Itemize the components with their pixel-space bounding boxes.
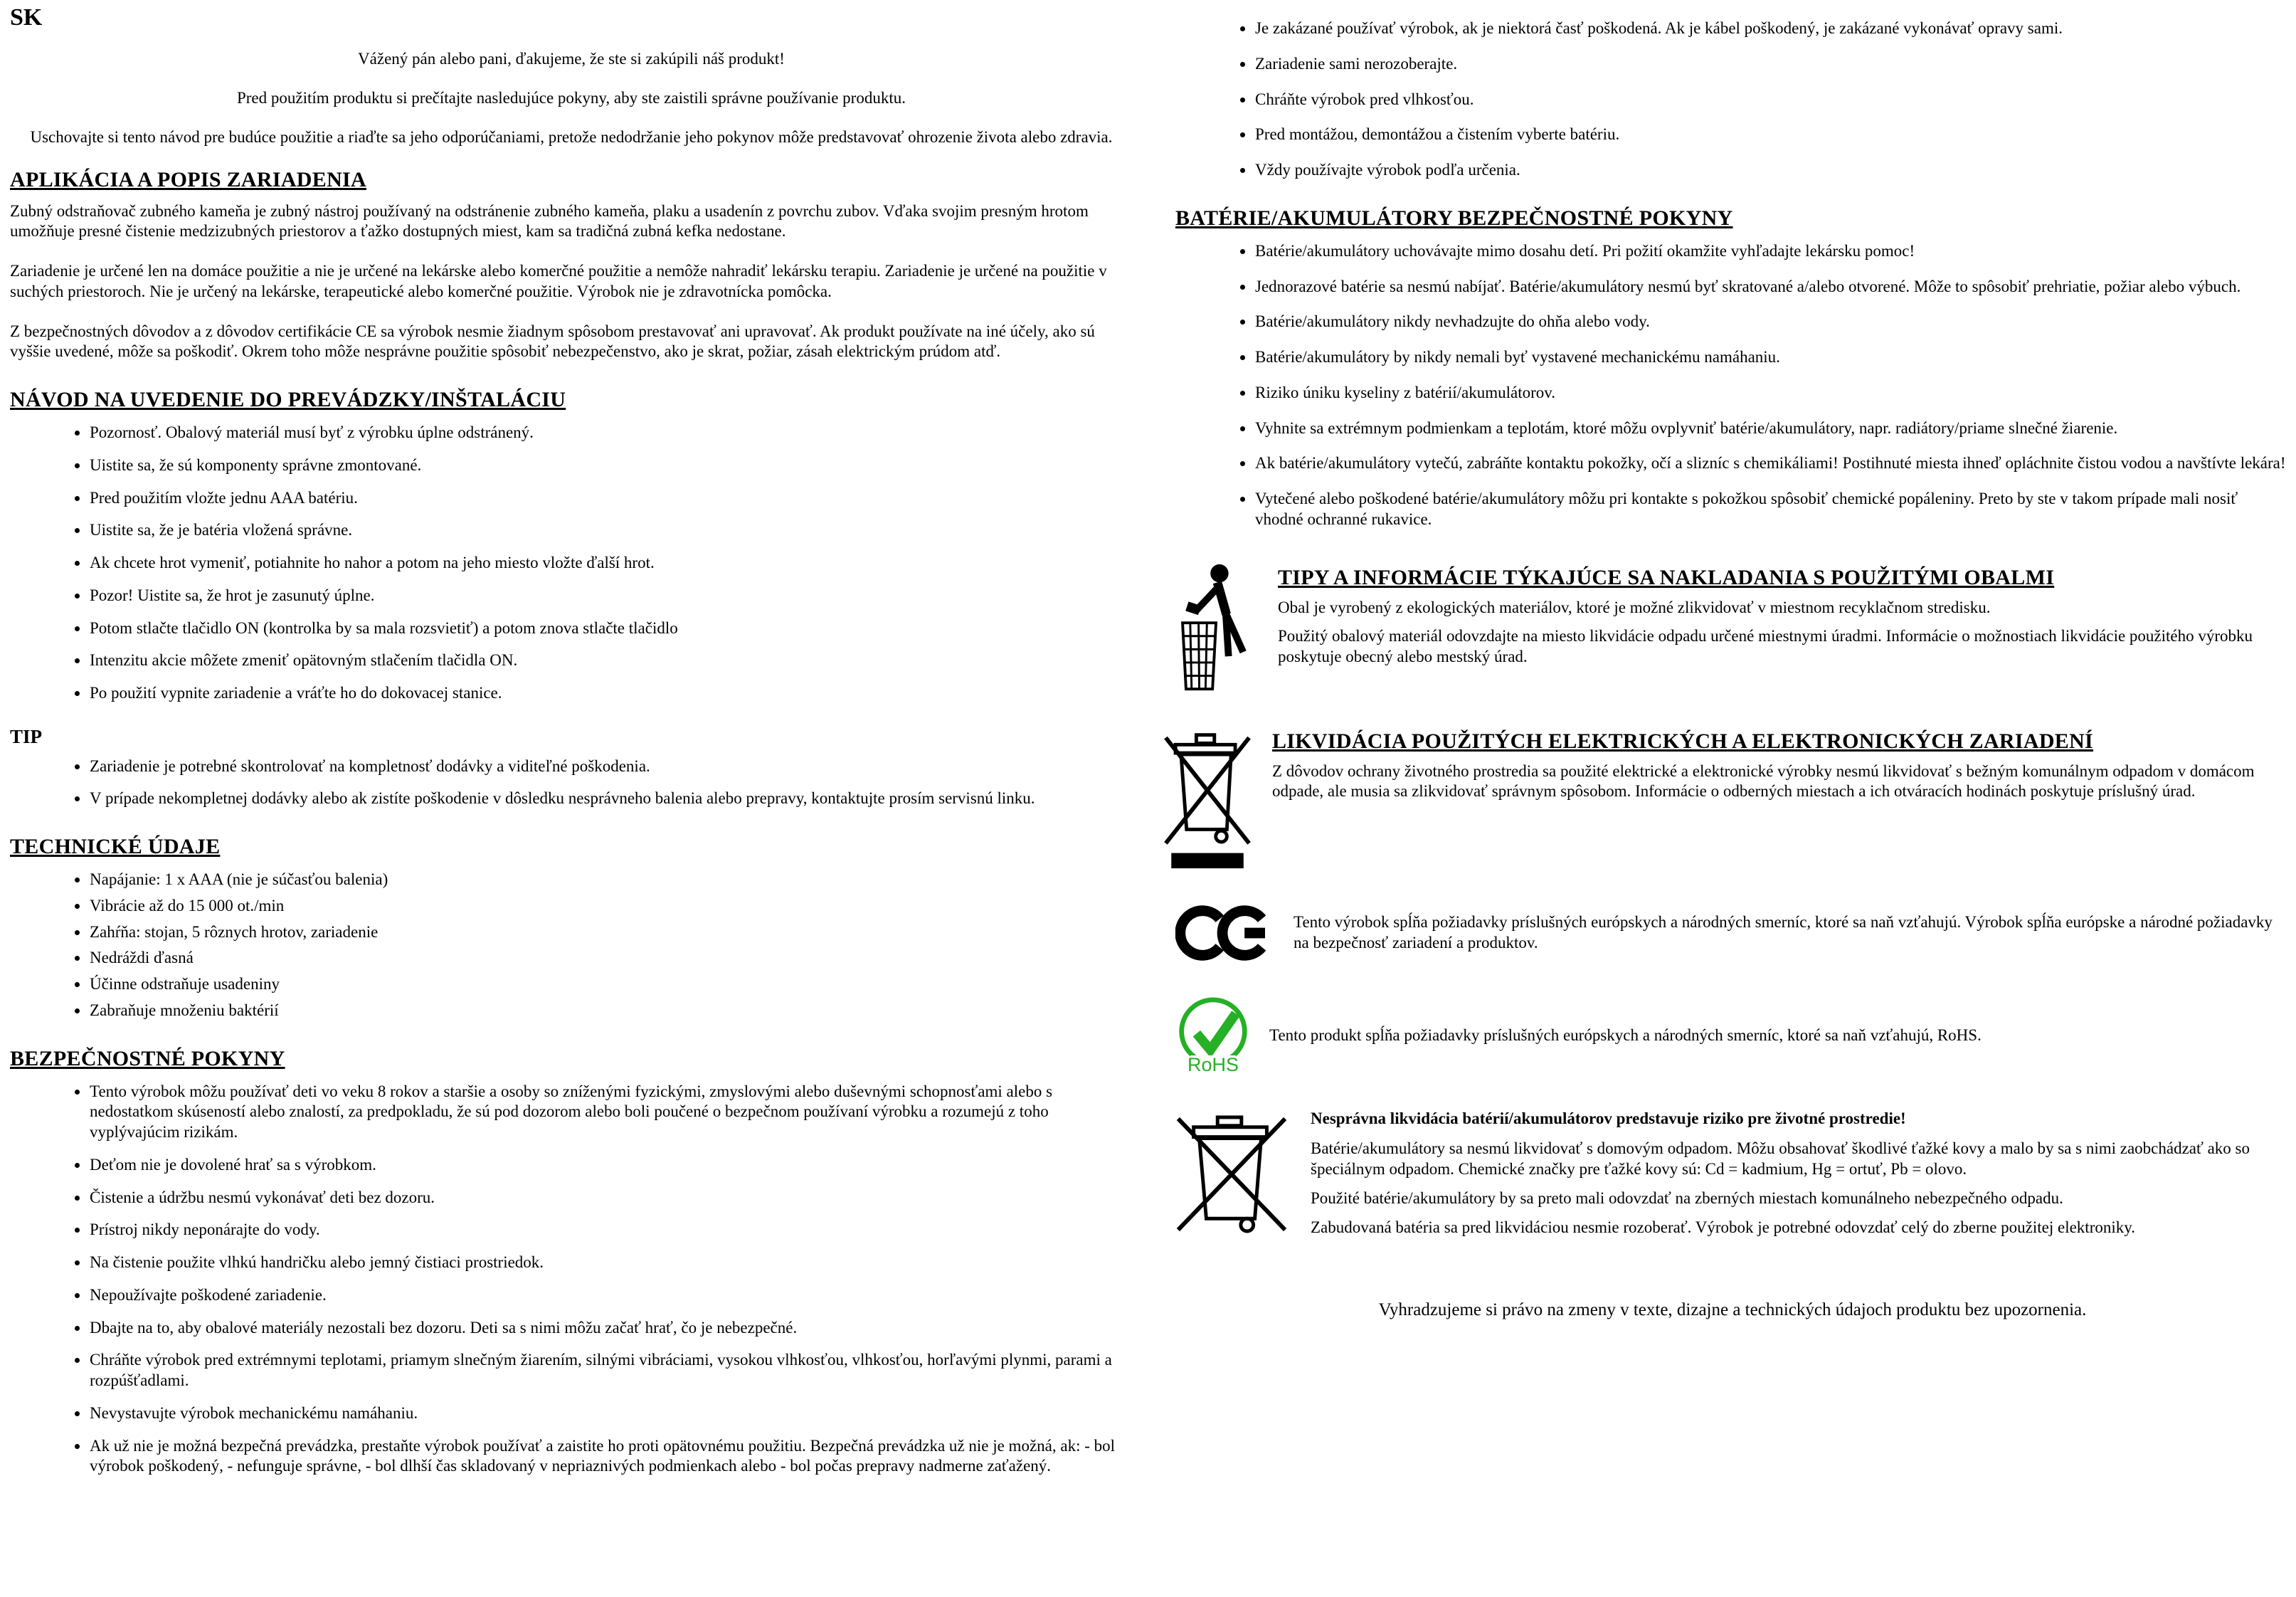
paragraph: Použitý obalový materiál odovzdajte na miesto likvidácie odpadu určené miestnymi úradmi. Informácie o možnostiach likvidácie použitého výrobku poskytuje obecný alebo mestský úrad.	[1278, 627, 2253, 665]
rohs-block	[1175, 995, 2290, 1077]
bullet-item: • Jednorazové batérie sa nesmú nabíjať. Batérie/akumulátory nesmú byť skratované a/alebo otvorené. Môže to spôsobiť prehriatie, požiar alebo výbuch.	[1255, 275, 2290, 297]
bullet-item: • Napájanie: 1 x AAA (nie je súčasťou balenia)	[90, 868, 1133, 890]
battery-safety-bullet-list	[1175, 240, 2290, 530]
intro-line-1: Vážený pán alebo pani, ďakujeme, že ste si zakúpili náš produkt!	[358, 50, 785, 68]
section-title-battery-safety: BATÉRIE/AKUMULÁTORY BEZPEČNOSTNÉ POKYNY	[1175, 206, 1733, 230]
section-title-weee: LIKVIDÁCIA POUŽITÝCH ELEKTRICKÝCH A ELEKTRONICKÝCH ZARIADENÍ	[1272, 729, 2094, 753]
bullet-item: • Vytečené alebo poškodené batérie/akumulátory môžu pri kontakte s pokožkou spôsobiť chemické popáleniny. Preto by ste v takom prípade mali nosiť vhodné ochranné rukavice.	[1255, 487, 2290, 530]
paragraph: Zariadenie je určené len na domáce použitie a nie je určené na lekárske alebo komerčné použitie a nemôže nahradiť lekársku terapiu. Zariadenie je určené na použitie v suchých priestoroch. Nie je určený na lekárske, terapeutické alebo komerčné použitie. Výrobok nie je zdravotnícka pomôcka.	[10, 262, 1107, 300]
footer-note: Vyhradzujeme si právo na zmeny v texte, dizajne a technických údajoch produktu bez upozornenia.	[1378, 1300, 2087, 1320]
bullet-item: • Chráňte výrobok pred extrémnymi teplotami, priamym slnečným žiarením, silnými vibráciami, vysokou vlhkosťou, vlhkosťou, horľavými plynmi, parami a rozpúšťadlami.	[90, 1349, 1133, 1391]
bullet-item: • Nepoužívajte poškodené zariadenie.	[90, 1284, 1133, 1306]
bullet-item: • Vibrácie až do 15 000 ot./min	[90, 895, 1133, 917]
intro-line-2: Pred použitím produktu si prečítajte nasledujúce pokyny, aby ste zaistili správne používanie produktu.	[236, 89, 906, 107]
application-paragraphs	[10, 201, 1133, 363]
bullet-item: • Pred montážou, demontážou a čistením vyberte batériu.	[1255, 123, 2290, 145]
section-title-setup: NÁVOD NA UVEDENIE DO PREVÁDZKY/INŠTALÁCIU	[10, 388, 566, 412]
bullet-item: • Zahŕňa: stojan, 5 rôznych hrotov, zariadenie	[90, 921, 1133, 943]
battery-crossed-bin-icon	[1173, 1109, 1292, 1235]
tip-bullet-list	[10, 755, 1133, 810]
ce-mark-icon	[1175, 902, 1275, 964]
bullet-item: • Pred použitím vložte jednu AAA batériu.	[90, 487, 1133, 509]
ce-text: Tento výrobok spĺňa požiadavky príslušných európskych a národných smerníc, ktoré sa naň vzťahujú. Výrobok spĺňa európske a národné požiadavky na bezpečnosť zariadení a produktov.	[1294, 912, 2273, 952]
bullet-item: • Tento výrobok môžu používať deti vo veku 8 rokov a staršie a osoby so zníženými fyzickými, zmyslovými alebo duševnými schopnosťami alebo s nedostatkom skúseností alebo znalostí, za predpokladu, že sú pod dozorom alebo boli poučené o bezpečnom používaní výrobku a rozumejú z toho vyplývajúcim rizikám.	[90, 1080, 1133, 1143]
bullet-item: • Zariadenie sami nerozoberajte.	[1255, 53, 2290, 75]
rohs-label: RoHS	[1187, 1053, 1239, 1075]
language-code: SK	[10, 4, 43, 31]
bullet-item: • Vždy používajte výrobok podľa určenia.	[1255, 159, 2290, 181]
bullet-item: • Deťom nie je dovolené hrať sa s výrobkom.	[90, 1154, 1133, 1176]
bullet-item: • Intenzitu akcie môžete zmeniť opätovným stlačením tlačidla ON.	[90, 649, 1133, 671]
bullet-item: • Je zakázané používať výrobok, ak je niektorá časť poškodená. Ak je kábel poškodený, je zakázané vykonávať opravy sami.	[1255, 17, 2290, 39]
intro-line-3: Uschovajte si tento návod pre budúce použitie a riaďte sa jeho odporúčaniami, pretože nedodržanie jeho pokynov môže predstavovať ohrozenie života alebo zdravia.	[30, 127, 1113, 146]
bullet-item: • Uistite sa, že je batéria vložená správne.	[90, 519, 1133, 541]
section-title-tech: TECHNICKÉ ÚDAJE	[10, 835, 221, 859]
bullet-item: • Prístroj nikdy neponárajte do vody.	[90, 1218, 1133, 1240]
battery-disposal-heading: Nesprávna likvidácia batérií/akumulátorov predstavuje riziko pre životné prostredie!	[1311, 1109, 1906, 1127]
bullet-item: • V prípade nekompletnej dodávky alebo ak zistíte poškodenie v dôsledku nesprávneho balenia alebo prepravy, kontaktujte prosím servisnú linku.	[90, 787, 1133, 809]
bullet-item: • Batérie/akumulátory uchovávajte mimo dosahu detí. Pri požití okamžite vyhľadajte lekársku pomoc!	[1255, 240, 2290, 262]
bullet-item: • Ak už nie je možná bezpečná prevádzka, prestaňte výrobok používať a zaistite ho proti opätovnému použitiu. Bezpečná prevádzka už nie je možná, ak: - bol výrobok poškodený, - nefunguje správne, - bol dlhší čas skladovaný v nepriaznivých podmienkach alebo - bol počas prepravy nadmerne zaťažený.	[90, 1435, 1133, 1477]
section-title-safety: BEZPEČNOSTNÉ POKYNY	[10, 1046, 285, 1070]
section-title-application: APLIKÁCIA A POPIS ZARIADENIA	[10, 167, 366, 191]
safety-continued-bullet-list	[1175, 17, 2290, 181]
battery-disposal-block	[1175, 1109, 2290, 1247]
packaging-info-text	[1278, 562, 2290, 676]
paragraph: Zubný odstraňovač zubného kameňa je zubný nástroj používaný na odstránenie zubného kameňa, plaku a usadenín z povrchu zubov. Vďaka svojim presným hrotom umožňuje presné čistenie medzizubných priestorov a ťažko dostupných miest, kam sa tradičná zubná kefka nedostane.	[10, 201, 1089, 241]
bullet-item: • Riziko úniku kyseliny z batérií/akumulátorov.	[1255, 381, 2290, 404]
section-title-packaging: TIPY A INFORMÁCIE TÝKAJÚCE SA NAKLADANIA S POUŽITÝMI OBALMI	[1278, 565, 2055, 589]
bullet-item: • Ak chcete hrot vymeniť, potiahnite ho nahor a potom na jeho miesto vložte ďalší hrot.	[90, 552, 1133, 574]
weee-crossed-bin-icon	[1163, 725, 1254, 871]
bullet-item: • Čistenie a údržbu nesmú vykonávať deti bez dozoru.	[90, 1186, 1133, 1208]
paragraph: Z bezpečnostných dôvodov a z dôvodov certifikácie CE sa výrobok nesmie žiadnym spôsobom prestavovať ani upravovať. Ak produkt používate na iné účely, ako sú vyššie uvedené, môže sa poškodiť. Okrem toho môže nesprávne použitie spôsobiť nebezpečenstvo, ako je skrat, požiar, zásah elektrickým prúdom atď.	[10, 322, 1095, 361]
safety-bullet-list	[10, 1080, 1133, 1477]
paragraph: Zabudovaná batéria sa pred likvidáciou nesmie rozoberať. Výrobok je potrebné odovzdať celý do zberne použitej elektroniky.	[1311, 1218, 2136, 1236]
bullet-item: • Vyhnite sa extrémnym podmienkam a teplotám, ktoré môžu ovplyvniť batérie/akumulátory, napr. radiátory/priame slnečné žiarenie.	[1255, 417, 2290, 439]
left-column	[10, 4, 1133, 1487]
bullet-item: • Zabraňuje množeniu baktérií	[90, 999, 1133, 1021]
weee-paragraph: Z dôvodov ochrany životného prostredia sa použité elektrické a elektronické výrobky nesmú likvidovať s bežným komunálnym odpadom v domácom odpade, ale musia sa zlikvidovať správnym spôsobom. Informácie o odberných miestach a ich otváracích hodinách poskytuje príslušný úrad.	[1272, 761, 2255, 801]
bullet-item: • Pozor! Uistite sa, že hrot je zasunutý úplne.	[90, 584, 1133, 606]
bullet-item: • Potom stlačte tlačidlo ON (kontrolka by sa mala rozsvietiť) a potom znova stlačte tlačidlo	[90, 617, 1133, 639]
ce-block	[1175, 902, 2290, 964]
right-column	[1175, 4, 2290, 1322]
bullet-item: • Nedráždi ďasná	[90, 947, 1133, 969]
rohs-icon	[1175, 995, 1251, 1077]
rohs-text: Tento produkt spĺňa požiadavky príslušných európskych a národných smerníc, ktoré sa naň vzťahujú, RoHS.	[1269, 1026, 1982, 1045]
weee-text	[1272, 725, 2290, 811]
bullet-item: • Batérie/akumulátory nikdy nevhadzujte do ohňa alebo vody.	[1255, 310, 2290, 332]
bullet-item: • Dbajte na to, aby obalové materiály nezostali bez dozoru. Deti sa s nimi môžu začať hrať, čo je nebezpečné.	[90, 1317, 1133, 1339]
battery-disposal-text	[1311, 1109, 2290, 1247]
bullet-item: • Pozornosť. Obalový materiál musí byť z výrobku úplne odstránený.	[90, 421, 1133, 443]
packaging-info-block	[1175, 562, 2290, 694]
bullet-item: • Po použití vypnite zariadenie a vráťte ho do dokovacej stanice.	[90, 682, 1133, 704]
battery-disposal-paragraphs	[1311, 1139, 2290, 1238]
tech-bullet-list	[10, 868, 1133, 1021]
bullet-item: • Batérie/akumulátory by nikdy nemali byť vystavené mechanickému namáhaniu.	[1255, 346, 2290, 368]
recycling-tidy-man-icon	[1175, 562, 1259, 694]
weee-block	[1175, 725, 2290, 871]
packaging-paragraphs	[1278, 598, 2290, 668]
paragraph: Použité batérie/akumulátory by sa preto mali odovzdať na zberných miestach komunálneho nebezpečného odpadu.	[1311, 1188, 2063, 1207]
bullet-item: • Účinne odstraňuje usadeniny	[90, 973, 1133, 995]
paragraph: Obal je vyrobený z ekologických materiálov, ktoré je možné zlikvidovať v miestnom recyklačnom stredisku.	[1278, 598, 1991, 616]
bullet-item: • Nevystavujte výrobok mechanickému namáhaniu.	[90, 1402, 1133, 1424]
section-title-tip: TIP	[10, 725, 43, 747]
bullet-item: • Uistite sa, že sú komponenty správne zmontované.	[90, 454, 1133, 476]
bullet-item: • Ak batérie/akumulátory vytečú, zabráňte kontaktu pokožky, očí a slizníc s chemikáliami! Postihnuté miesta ihneď opláchnite čistou vodou a navštívte lekára!	[1255, 452, 2290, 474]
bullet-item: • Zariadenie je potrebné skontrolovať na kompletnosť dodávky a viditeľné poškodenia.	[90, 755, 1133, 777]
bullet-item: • Na čistenie použite vlhkú handričku alebo jemný čistiaci prostriedok.	[90, 1251, 1133, 1273]
setup-bullet-list	[10, 421, 1133, 704]
bullet-item: • Chráňte výrobok pred vlhkosťou.	[1255, 88, 2290, 110]
paragraph: Batérie/akumulátory sa nesmú likvidovať s domovým odpadom. Môžu obsahovať škodlivé ťažké kovy a malo by sa s nimi zaobchádzať ako so špeciálnym odpadom. Chemické značky pre ťažké kovy sú: Cd = kadmium, Hg = ortuť, Pb = olovo.	[1311, 1139, 2250, 1178]
